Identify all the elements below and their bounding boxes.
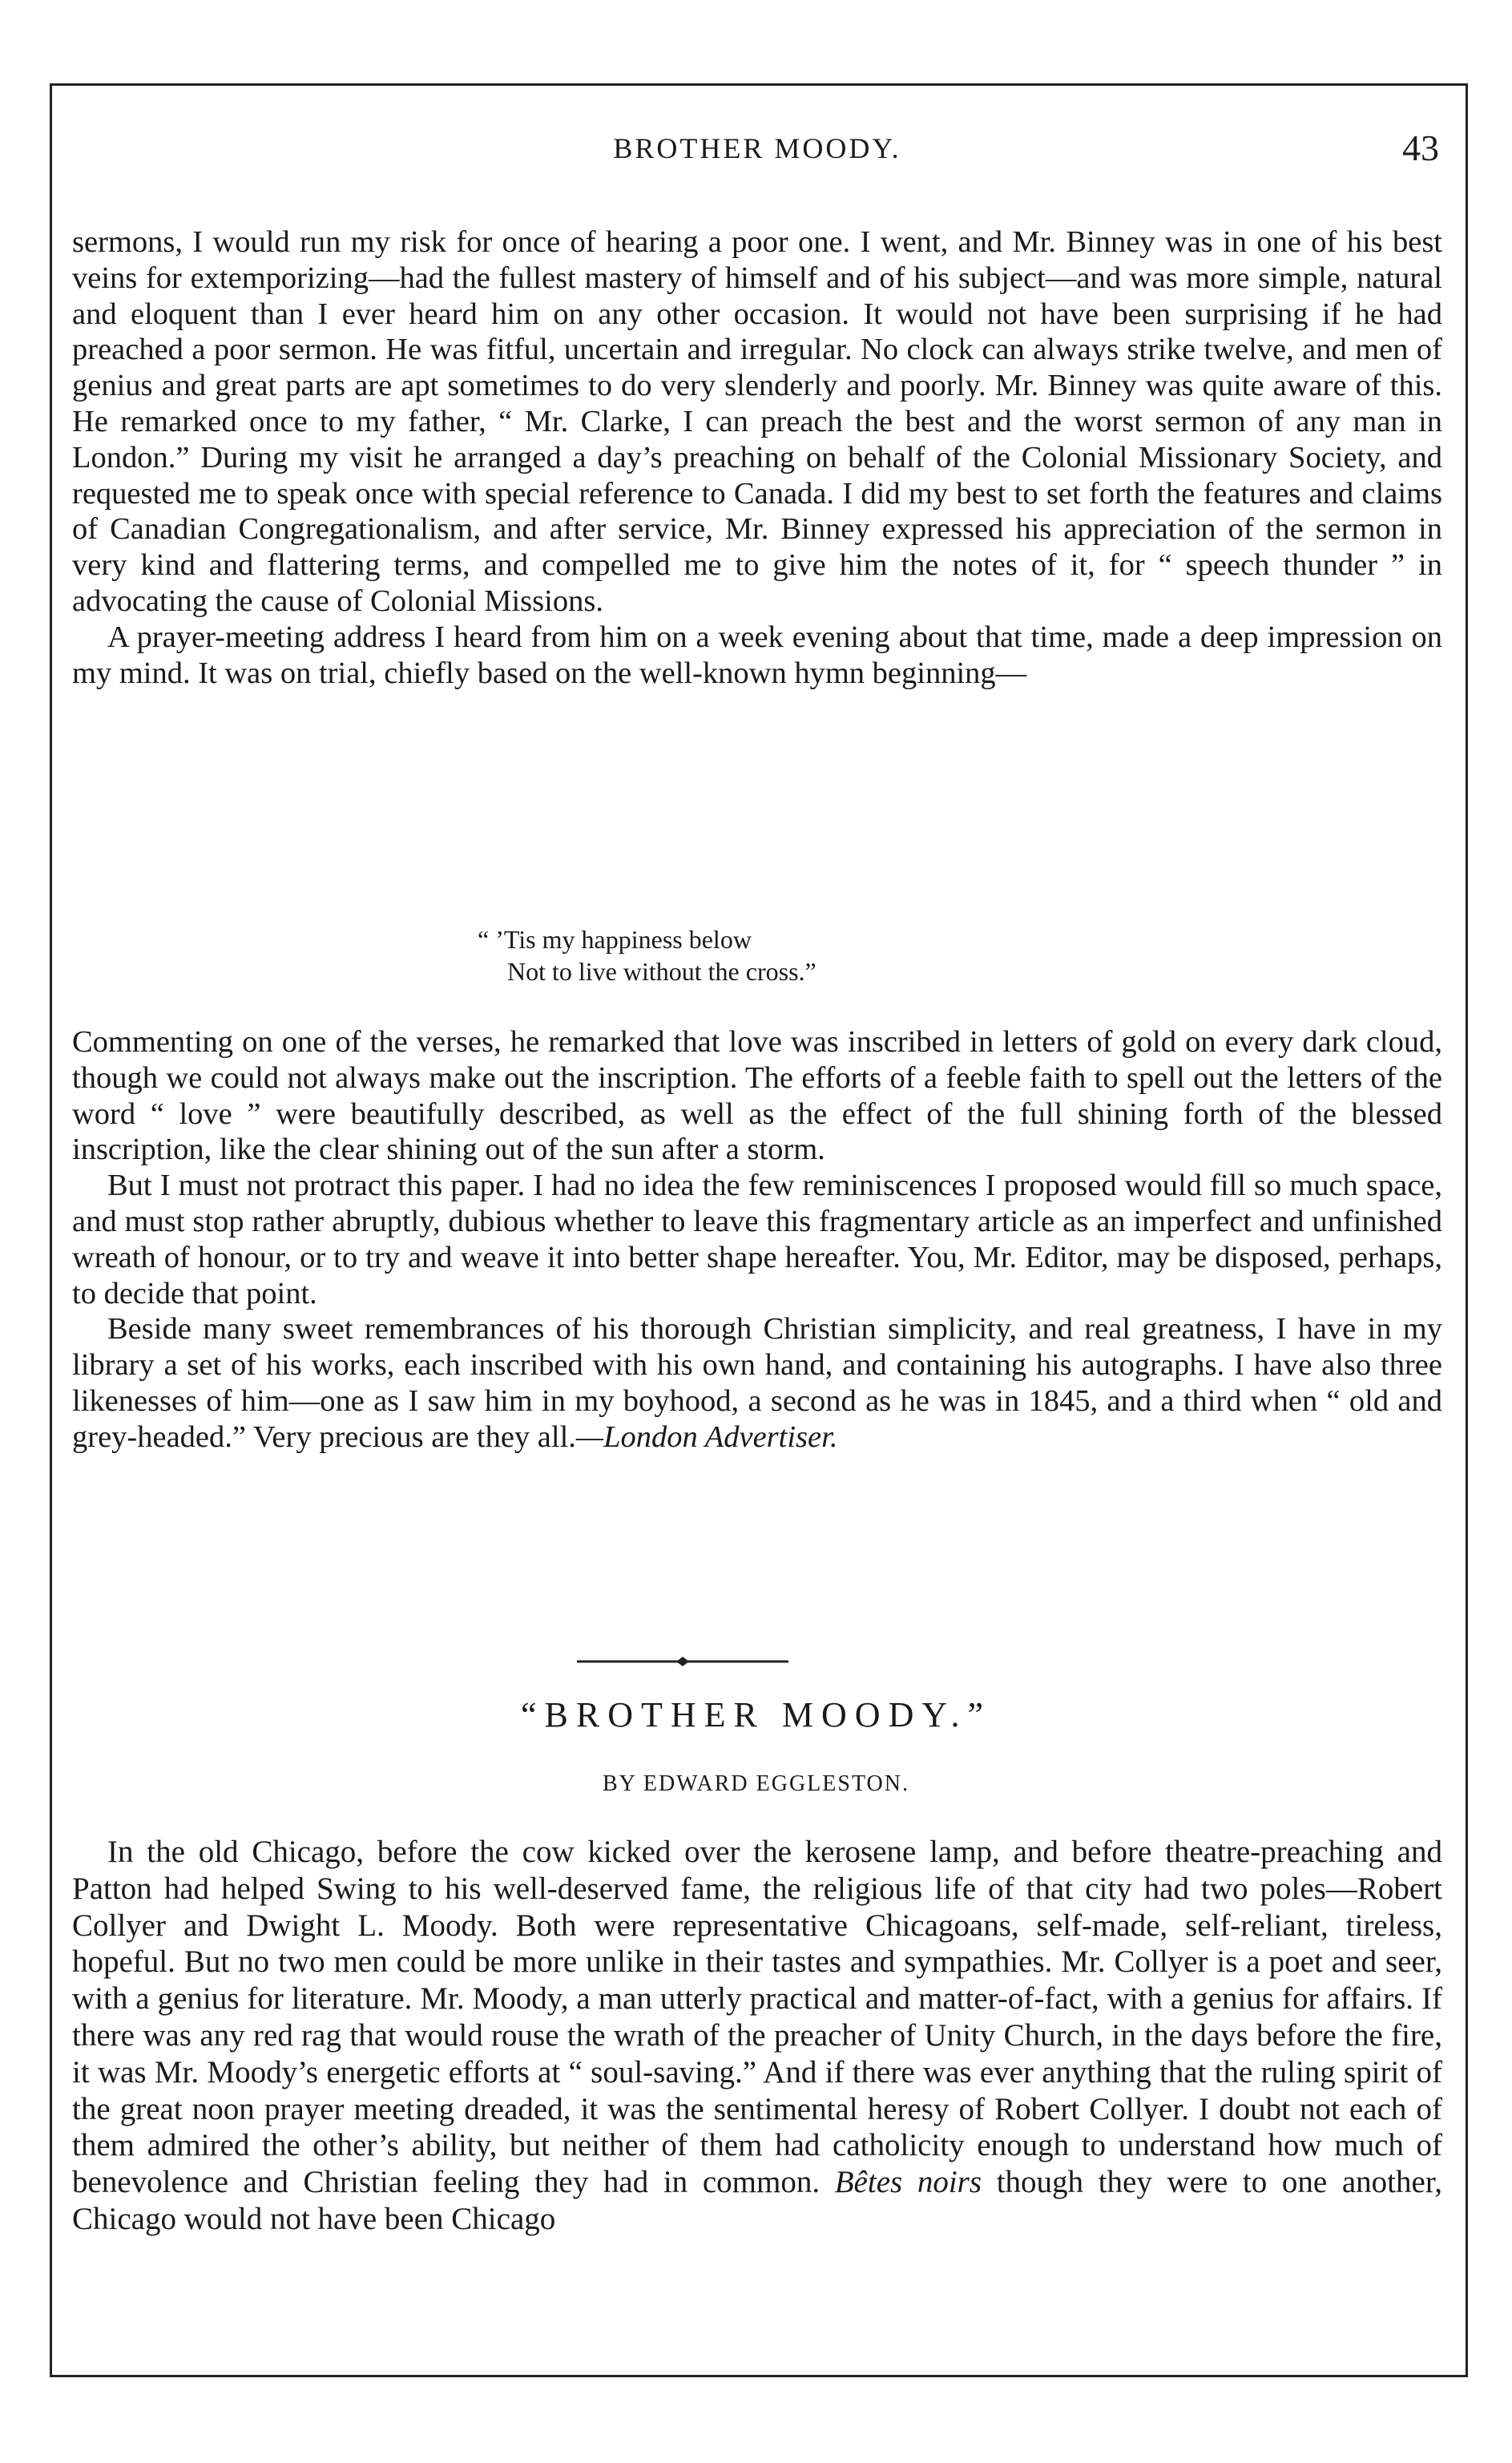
reminiscence-text-bottom: [72, 1024, 1442, 1456]
page-header: [72, 127, 1442, 180]
page-number: 43: [1402, 127, 1439, 168]
frame-right-rule: [1466, 83, 1468, 2377]
article-body: [72, 1834, 1442, 2238]
frame-left-rule: [50, 83, 52, 2377]
paragraph-text: In the old Chicago, before the cow kicked over the kerosene lamp, and before theatre-preaching and Patton had helped Swing to his well-deserved fame, the religious life of that city had two poles—Robert Collyer and Dwight L. Moody. Both were representative Chicagoans, self-made, self-reliant, tireless, hopeful. But no two men could be more unlike in their tastes and sympathies. Mr. Collyer is a poet and seer, with a genius for literature. Mr. Moody, a man utterly practical and matter-of-fact, with a genius for affairs. If there was any red rag that would rouse the wrath of the preacher of Unity Church, in the days before the fire, it was Mr. Moody’s energetic efforts at “ soul-saving.” And if there was ever anything that the ruling spirit of the great noon prayer meeting dreaded, it was the sentimental heresy of Robert Collyer. I doubt not each of them admired the other’s ability, but neither of them had catholicity enough to understand how much of benevolence and Christian feeling they had in common.: [72, 1835, 1442, 2200]
paragraph: sermons, I would run my risk for once of hearing a poor one. I went, and Mr. Binney was in one of his best veins for extemporizing—had the fullest mastery of himself and of his subject—and was more simple, natural and eloquent than I ever heard him on any other occasion. It would not have been surprising if he had preached a poor sermon. He was fitful, uncertain and irregular. No clock can always strike twelve, and men of genius and great parts are apt sometimes to do very slenderly and poorly. Mr. Binney was quite aware of this. He remarked once to my father, “ Mr. Clarke, I can preach the best and the worst sermon of any man in London.” During my visit he arranged a day’s preaching on behalf of the Colonial Missionary Society, and requested me to speak once with special reference to Canada. I did my best to set forth the features and claims of Canadian Congregationalism, and after service, Mr. Binney expressed his appreciation of the sermon in very kind and flattering terms, and compelled me to give him the notes of it, for “ speech thunder ” in advocating the cause of Colonial Missions.: [72, 225, 1442, 618]
section-divider-ornament: [577, 1656, 788, 1667]
paragraph-text: Beside many sweet remembrances of his thorough Christian simplicity, and real greatness, I have in my library a set of his works, each inscribed with his own hand, and containing his autographs. I have also three likenesses of him—one as I saw him in my boyhood, a second as he was in 1845, and a third when “ old and grey-headed.” Very precious are they all.: [72, 1312, 1442, 1454]
paragraph: But I must not protract this paper. I had no idea the few reminiscences I proposed would fill so much space, and must stop rather abruptly, dubious whether to leave this fragmentary article as an imperfect and unfinished wreath of honour, or to try and weave it into better shape hereafter. You, Mr. Editor, may be disposed, perhaps, to decide that point.: [72, 1169, 1442, 1310]
hymn-quote-line: “ ’Tis my happiness below: [478, 925, 752, 954]
paragraph-text: though they were to one another, Chicago would not have been Chicago: [72, 2165, 1443, 2236]
reminiscence-text-top: [72, 224, 1442, 691]
hymn-quote-line: Not to live without the cross.”: [507, 957, 816, 986]
paragraph: Commenting on one of the verses, he remarked that love was inscribed in letters of gold on every dark cloud, though we could not always make out the inscription. The efforts of a feeble faith to spell out the letters of the word “ love ” were beautifully described, as well as the effect of the full shining forth of the blessed inscription, like the clear shining out of the sun after a storm.: [72, 1025, 1442, 1167]
article-byline: BY EDWARD EGGLESTON.: [603, 1771, 909, 1796]
paragraph: [72, 1834, 1442, 2238]
source-credit: —London Advertiser.: [575, 1419, 838, 1454]
frame-bottom-rule: [50, 2375, 1468, 2377]
article-title: “BROTHER MOODY.”: [521, 1695, 991, 1734]
frame-top-rule: [50, 83, 1468, 86]
paragraph: A prayer-meeting address I heard from him on a week evening about that time, made a deep impression on my mind. It was on trial, chiefly based on the well-known hymn beginning—: [72, 620, 1442, 690]
paragraph: [72, 1311, 1442, 1455]
italic-phrase: Bêtes noirs: [834, 2165, 982, 2200]
running-head: BROTHER MOODY.: [613, 132, 901, 164]
